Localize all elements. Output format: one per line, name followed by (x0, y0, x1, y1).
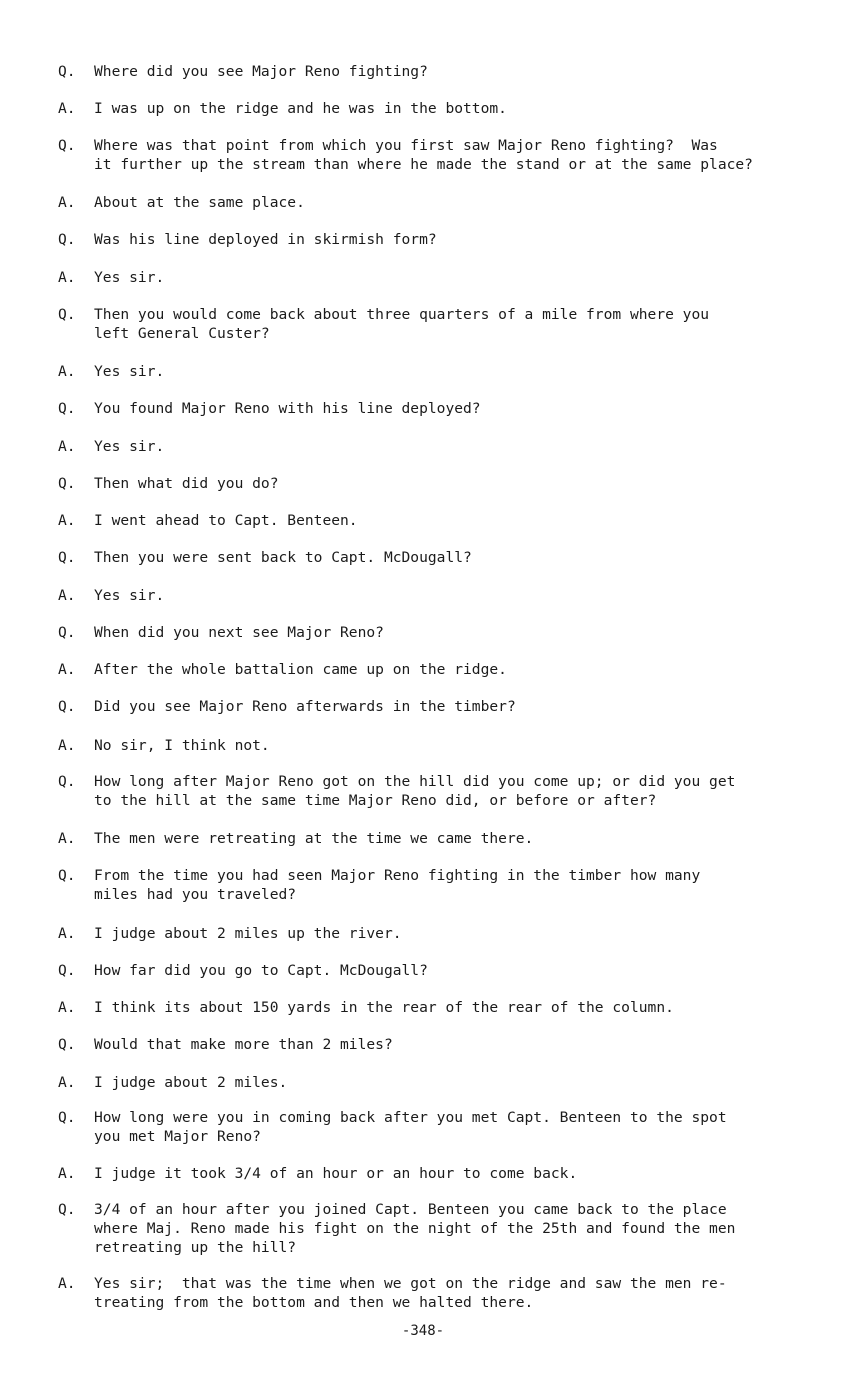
qa-tag: Q. (58, 231, 76, 248)
qa-tag: A. (58, 661, 76, 678)
qa-tag: Q. (58, 698, 76, 715)
qa-tag: Q. (58, 1109, 76, 1126)
qa-text: Where was that point from which you first saw Major Reno fighting? Was it further up the stream than where he made the stand or at the same place? (94, 137, 753, 173)
qa-tag: Q. (58, 624, 76, 641)
qa-text: You found Major Reno with his line deployed? (94, 400, 481, 417)
qa-tag: A. (58, 269, 76, 286)
qa-tag: A. (58, 194, 76, 211)
qa-text: How long were you in coming back after you met Capt. Benteen to the spot you met Major Reno? (94, 1109, 727, 1145)
qa-tag: Q. (58, 549, 76, 566)
qa-tag: A. (58, 830, 76, 847)
qa-tag: A. (58, 587, 76, 604)
qa-tag: A. (58, 1275, 76, 1292)
qa-text: Did you see Major Reno afterwards in the timber? (94, 698, 516, 715)
qa-tag: Q. (58, 137, 76, 154)
qa-text: When did you next see Major Reno? (94, 624, 384, 641)
qa-text: Then you were sent back to Capt. McDougall? (94, 549, 472, 566)
qa-text: About at the same place. (94, 194, 305, 211)
qa-tag: A. (58, 363, 76, 380)
qa-tag: Q. (58, 306, 76, 323)
qa-tag: A. (58, 737, 76, 754)
qa-text: I think its about 150 yards in the rear of the rear of the column. (94, 999, 674, 1016)
qa-text: 3/4 of an hour after you joined Capt. Benteen you came back to the place where Maj. Reno made his fight on the night of the 25th and found the men retreating up the hill? (94, 1201, 736, 1256)
qa-text: No sir, I think not. (94, 737, 270, 754)
qa-tag: Q. (58, 962, 76, 979)
qa-tag: A. (58, 438, 76, 455)
qa-tag: A. (58, 1074, 76, 1091)
qa-text: The men were retreating at the time we came there. (94, 830, 534, 847)
qa-tag: Q. (58, 773, 76, 790)
qa-text: Where did you see Major Reno fighting? (94, 63, 428, 80)
qa-text: Would that make more than 2 miles? (94, 1036, 393, 1053)
page-number: -348- (401, 1323, 445, 1339)
qa-text: Yes sir; that was the time when we got on the ridge and saw the men re- treating from the bottom and then we halted there. (94, 1275, 727, 1311)
qa-text: Yes sir. (94, 438, 165, 455)
qa-text: How long after Major Reno got on the hill did you come up; or did you get to the hill at the same time Major Reno did, or before or after? (94, 773, 736, 809)
qa-text: Yes sir. (94, 587, 165, 604)
qa-tag: Q. (58, 475, 76, 492)
qa-tag: A. (58, 925, 76, 942)
qa-tag: Q. (58, 400, 76, 417)
qa-text: Yes sir. (94, 269, 165, 286)
qa-tag: A. (58, 100, 76, 117)
qa-tag: Q. (58, 867, 76, 884)
qa-tag: Q. (58, 1036, 76, 1053)
qa-text: I judge it took 3/4 of an hour or an hour to come back. (94, 1165, 578, 1182)
qa-tag: A. (58, 512, 76, 529)
qa-text: Then what did you do? (94, 475, 279, 492)
qa-text: Was his line deployed in skirmish form? (94, 231, 437, 248)
qa-tag: A. (58, 999, 76, 1016)
qa-text: I judge about 2 miles up the river. (94, 925, 402, 942)
qa-text: After the whole battalion came up on the ridge. (94, 661, 507, 678)
qa-tag: A. (58, 1165, 76, 1182)
qa-text: From the time you had seen Major Reno fighting in the timber how many miles had you traveled? (94, 867, 701, 903)
qa-text: Then you would come back about three quarters of a mile from where you left General Custer? (94, 306, 710, 342)
qa-text: I was up on the ridge and he was in the bottom. (94, 100, 507, 117)
qa-text: I judge about 2 miles. (94, 1074, 288, 1091)
qa-text: I went ahead to Capt. Benteen. (94, 512, 358, 529)
qa-text: How far did you go to Capt. McDougall? (94, 962, 428, 979)
qa-tag: Q. (58, 1201, 76, 1218)
qa-tag: Q. (58, 63, 76, 80)
qa-text: Yes sir. (94, 363, 165, 380)
